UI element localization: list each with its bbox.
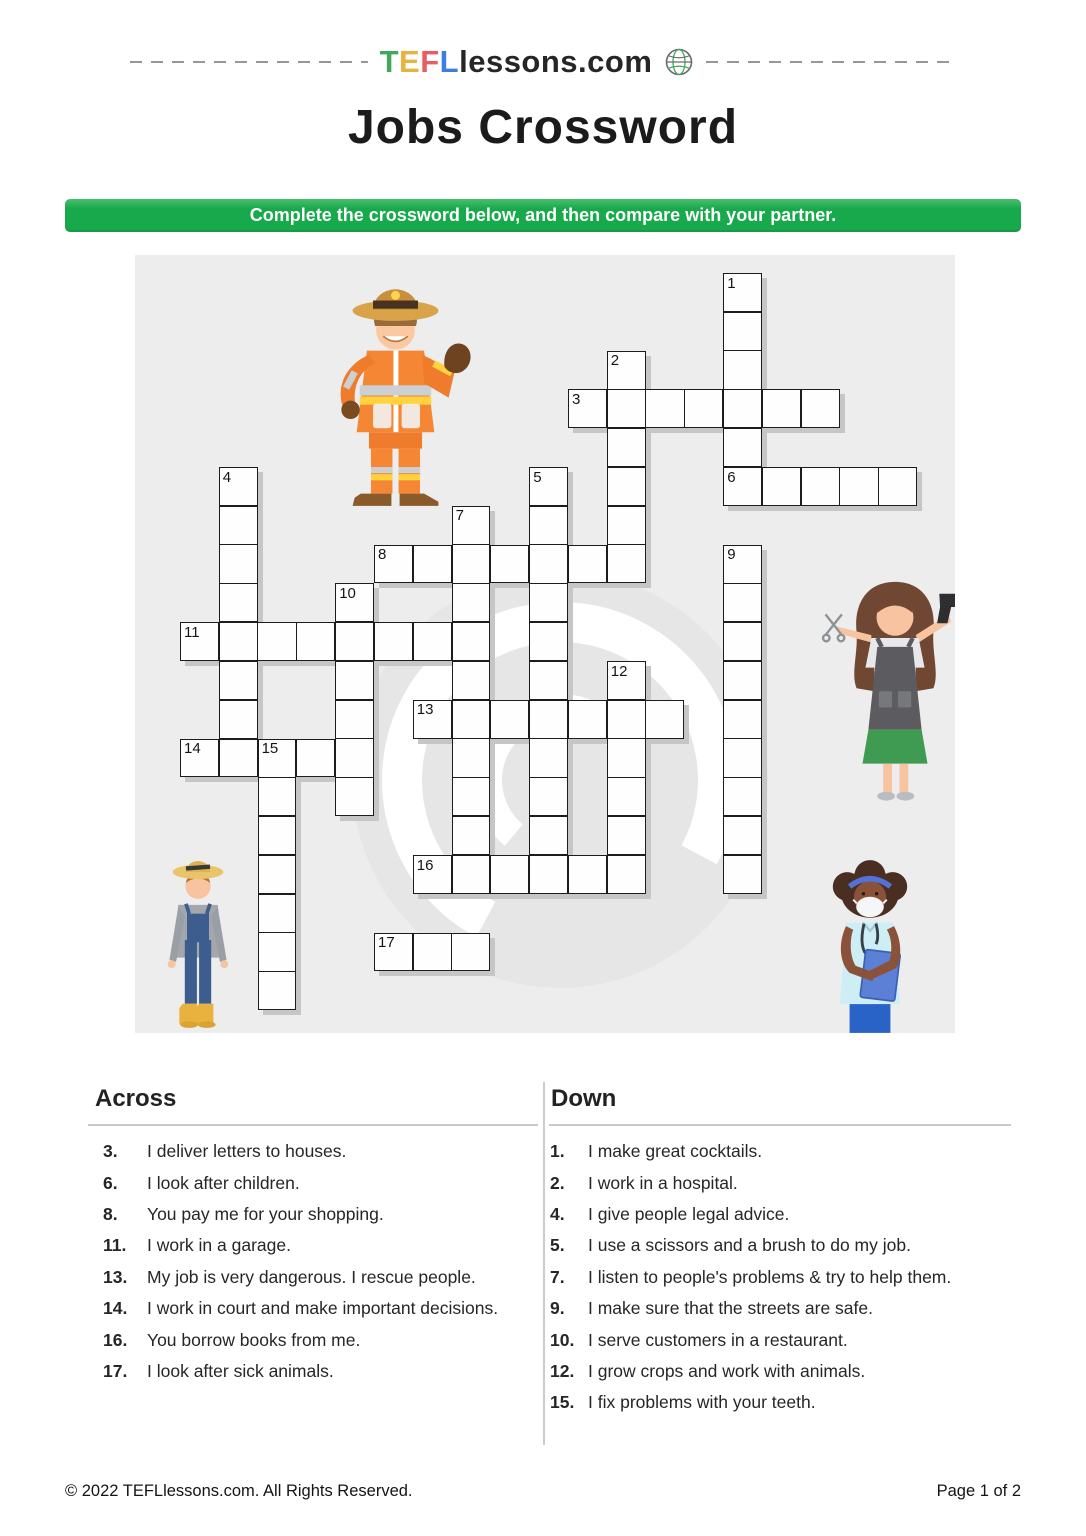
cell-divider <box>608 815 645 817</box>
clue-item-number: 6. <box>103 1172 118 1193</box>
clue-item-number: 10. <box>550 1329 575 1350</box>
clue-item <box>548 1387 1018 1418</box>
clue-item-number: 16. <box>103 1329 128 1350</box>
clue-item <box>548 1293 1018 1324</box>
instruction-text: Complete the crossword below, and then compare with your partner. <box>249 205 837 225</box>
down-rule <box>549 1124 1011 1126</box>
across-rule <box>88 1124 538 1126</box>
cell-divider <box>608 505 645 507</box>
across-word-8 <box>374 545 646 584</box>
cell-divider <box>259 854 296 856</box>
cell-divider <box>608 738 645 740</box>
cell-divider <box>490 856 492 893</box>
cell-divider <box>453 660 490 662</box>
clue-item-number: 17. <box>103 1360 128 1381</box>
cell-divider <box>451 934 453 971</box>
clue-item-number: 8. <box>103 1203 118 1224</box>
clue-item-text: You borrow books from me. <box>147 1329 361 1350</box>
cell-divider <box>722 390 724 427</box>
clue-number-2: 2 <box>610 352 620 370</box>
cell-divider <box>453 815 490 817</box>
clue-item-text: I use a scissors and a brush to do my job. <box>588 1235 911 1256</box>
crossword-panel <box>135 255 955 1033</box>
clue-item-number: 2. <box>550 1172 565 1193</box>
clue-item-number: 9. <box>550 1298 565 1319</box>
page-title: Jobs Crossword <box>347 101 739 154</box>
clue-number-16: 16 <box>416 856 434 874</box>
cell-divider <box>296 740 298 777</box>
cell-divider <box>724 815 761 817</box>
cell-divider <box>724 854 761 856</box>
cell-divider <box>761 468 763 505</box>
cell-divider <box>567 856 569 893</box>
cell-divider <box>257 623 259 660</box>
clue-item-text: I give people legal advice. <box>588 1203 790 1224</box>
clue-item <box>99 1167 539 1198</box>
cell-divider <box>453 544 490 546</box>
clue-number-10: 10 <box>339 584 356 602</box>
header-dash-right <box>706 61 956 63</box>
cell-divider <box>336 621 373 623</box>
clue-number-6: 6 <box>727 468 736 486</box>
cell-divider <box>336 660 373 662</box>
cell-divider <box>453 699 490 701</box>
cell-divider <box>530 660 567 662</box>
cell-divider <box>218 623 220 660</box>
cell-divider <box>259 893 296 895</box>
logo-letter: F <box>420 44 440 79</box>
clue-item-text: I listen to people's problems & try to help them. <box>588 1266 952 1287</box>
instruction-banner <box>65 199 1021 232</box>
logo-tefl <box>380 44 460 79</box>
down-word-4 <box>219 467 258 739</box>
cell-divider <box>334 740 336 777</box>
cell-divider <box>608 854 645 856</box>
cell-divider <box>724 466 761 468</box>
firefighter-illustration <box>293 277 498 512</box>
clue-number-8: 8 <box>378 546 387 564</box>
cell-divider <box>218 740 220 777</box>
down-word-5 <box>529 467 568 894</box>
farmer-illustration <box>143 850 253 1033</box>
clue-item <box>548 1262 1018 1293</box>
clue-item-text: I deliver letters to houses. <box>147 1141 347 1162</box>
cell-divider <box>259 932 296 934</box>
cell-divider <box>220 660 257 662</box>
logo-letter: E <box>399 44 421 79</box>
clue-item <box>548 1230 1018 1261</box>
clue-item-text: I work in a garage. <box>147 1235 291 1256</box>
down-clue-list <box>548 1136 1018 1419</box>
cell-divider <box>259 815 296 817</box>
cell-divider <box>645 390 647 427</box>
cell-divider <box>451 856 453 893</box>
cell-divider <box>530 699 567 701</box>
header-logo <box>0 44 1086 80</box>
cell-divider <box>490 546 492 583</box>
cell-divider <box>800 468 802 505</box>
down-word-15 <box>258 739 297 1011</box>
logo-rest: lessons.com <box>459 44 653 79</box>
cell-divider <box>878 468 880 505</box>
cell-divider <box>336 777 373 779</box>
clue-item-text: I fix problems with your teeth. <box>588 1392 816 1413</box>
clues-divider <box>543 1082 545 1445</box>
clue-item-text: I work in court and make important decisions. <box>147 1298 499 1319</box>
clue-item <box>99 1293 539 1324</box>
clue-number-4: 4 <box>222 468 232 486</box>
cell-divider <box>412 546 414 583</box>
cell-divider <box>567 701 569 738</box>
clue-item-number: 12. <box>550 1360 575 1381</box>
cell-divider <box>530 854 567 856</box>
clue-item-text: I make sure that the streets are safe. <box>588 1298 873 1319</box>
cell-divider <box>606 546 608 583</box>
clue-item <box>548 1199 1018 1230</box>
cell-divider <box>490 701 492 738</box>
clue-item <box>99 1324 539 1355</box>
cell-divider <box>839 468 841 505</box>
cell-divider <box>724 738 761 740</box>
copyright-text: © 2022 TEFLlessons.com. All Rights Reserved. <box>65 1482 413 1500</box>
cell-divider <box>296 623 298 660</box>
clue-item-text: I look after sick animals. <box>147 1360 334 1381</box>
cell-divider <box>800 390 802 427</box>
cell-divider <box>761 390 763 427</box>
clue-number-12: 12 <box>610 662 628 680</box>
cell-divider <box>567 546 569 583</box>
logo-letter: T <box>379 44 400 79</box>
cell-divider <box>724 350 761 352</box>
cell-divider <box>259 971 296 973</box>
cell-divider <box>606 856 608 893</box>
clue-item <box>99 1199 539 1230</box>
cell-divider <box>528 546 530 583</box>
cell-divider <box>451 701 453 738</box>
cell-divider <box>608 389 645 391</box>
clue-item-text: I grow crops and work with animals. <box>588 1360 866 1381</box>
clue-number-17: 17 <box>378 934 395 952</box>
clue-item-text: I look after children. <box>147 1172 300 1193</box>
clue-number-3: 3 <box>572 390 581 408</box>
cell-divider <box>257 740 259 777</box>
cell-divider <box>608 466 645 468</box>
clue-number-9: 9 <box>727 546 736 564</box>
clue-item-number: 11. <box>103 1235 127 1256</box>
cell-divider <box>336 738 373 740</box>
cell-divider <box>724 621 761 623</box>
clue-item-number: 4. <box>550 1203 565 1224</box>
clue-item-text: I serve customers in a restaurant. <box>588 1329 848 1350</box>
logo-letter: L <box>439 44 460 79</box>
clue-item-text: I work in a hospital. <box>588 1172 738 1193</box>
clue-item <box>548 1324 1018 1355</box>
cell-divider <box>645 701 647 738</box>
globe-icon <box>664 47 694 77</box>
clue-item-text: You pay me for your shopping. <box>147 1203 384 1224</box>
cell-divider <box>724 699 761 701</box>
header-dash-left <box>130 61 368 63</box>
cell-divider <box>724 583 761 585</box>
cell-divider <box>724 777 761 779</box>
cell-divider <box>530 621 567 623</box>
cell-divider <box>336 699 373 701</box>
cell-divider <box>528 701 530 738</box>
clue-item-number: 1. <box>550 1141 565 1162</box>
cell-divider <box>412 934 414 971</box>
cell-divider <box>606 701 608 738</box>
cell-divider <box>530 583 567 585</box>
across-heading: Across <box>95 1085 177 1112</box>
clue-item <box>548 1356 1018 1387</box>
cell-divider <box>453 777 490 779</box>
cell-divider <box>530 738 567 740</box>
cell-divider <box>220 621 257 623</box>
cell-divider <box>220 699 257 701</box>
cell-divider <box>453 854 490 856</box>
cell-divider <box>530 544 567 546</box>
cell-divider <box>220 505 257 507</box>
down-word-9 <box>723 545 762 894</box>
clue-item <box>99 1230 539 1261</box>
cell-divider <box>608 544 645 546</box>
cell-divider <box>528 856 530 893</box>
clue-item-number: 7. <box>550 1266 565 1287</box>
cell-divider <box>608 427 645 429</box>
clue-item <box>548 1136 1018 1167</box>
clue-number-15: 15 <box>261 740 279 758</box>
clue-item-number: 3. <box>103 1141 118 1162</box>
cell-divider <box>724 660 761 662</box>
clue-item <box>99 1356 539 1387</box>
cell-divider <box>373 623 375 660</box>
cell-divider <box>451 623 453 660</box>
cell-divider <box>453 583 490 585</box>
cell-divider <box>530 777 567 779</box>
page-footer <box>65 1482 1021 1501</box>
clue-number-13: 13 <box>416 701 434 719</box>
nurse-illustration <box>810 860 930 1033</box>
hairdresser-illustration <box>821 573 955 805</box>
clue-number-5: 5 <box>533 468 542 486</box>
cell-divider <box>724 311 761 313</box>
page-number: Page 1 of 2 <box>936 1482 1021 1500</box>
clue-number-1: 1 <box>727 274 736 292</box>
cell-divider <box>608 777 645 779</box>
clue-number-11: 11 <box>184 623 200 641</box>
clue-number-14: 14 <box>184 740 201 758</box>
cell-divider <box>259 777 296 779</box>
cell-divider <box>608 699 645 701</box>
cell-divider <box>453 621 490 623</box>
clue-item-number: 15. <box>550 1392 575 1413</box>
clue-item <box>99 1136 539 1167</box>
clue-item-text: My job is very dangerous. I rescue people. <box>147 1266 476 1287</box>
cell-divider <box>724 389 761 391</box>
clue-item-text: I make great cocktails. <box>588 1141 763 1162</box>
cell-divider <box>530 815 567 817</box>
cell-divider <box>334 623 336 660</box>
cell-divider <box>451 546 453 583</box>
clue-item <box>548 1167 1018 1198</box>
cell-divider <box>684 390 686 427</box>
clue-item-number: 5. <box>550 1235 565 1256</box>
clue-item-number: 14. <box>103 1298 128 1319</box>
cell-divider <box>220 583 257 585</box>
cell-divider <box>530 505 567 507</box>
cell-divider <box>412 623 414 660</box>
cell-divider <box>606 390 608 427</box>
clue-number-7: 7 <box>455 507 464 525</box>
across-clue-list <box>99 1136 539 1387</box>
cell-divider <box>724 427 761 429</box>
down-heading: Down <box>551 1085 617 1112</box>
clue-item-number: 13. <box>103 1266 128 1287</box>
logo-text <box>380 44 653 80</box>
cell-divider <box>453 738 490 740</box>
clue-item <box>99 1262 539 1293</box>
cell-divider <box>220 544 257 546</box>
